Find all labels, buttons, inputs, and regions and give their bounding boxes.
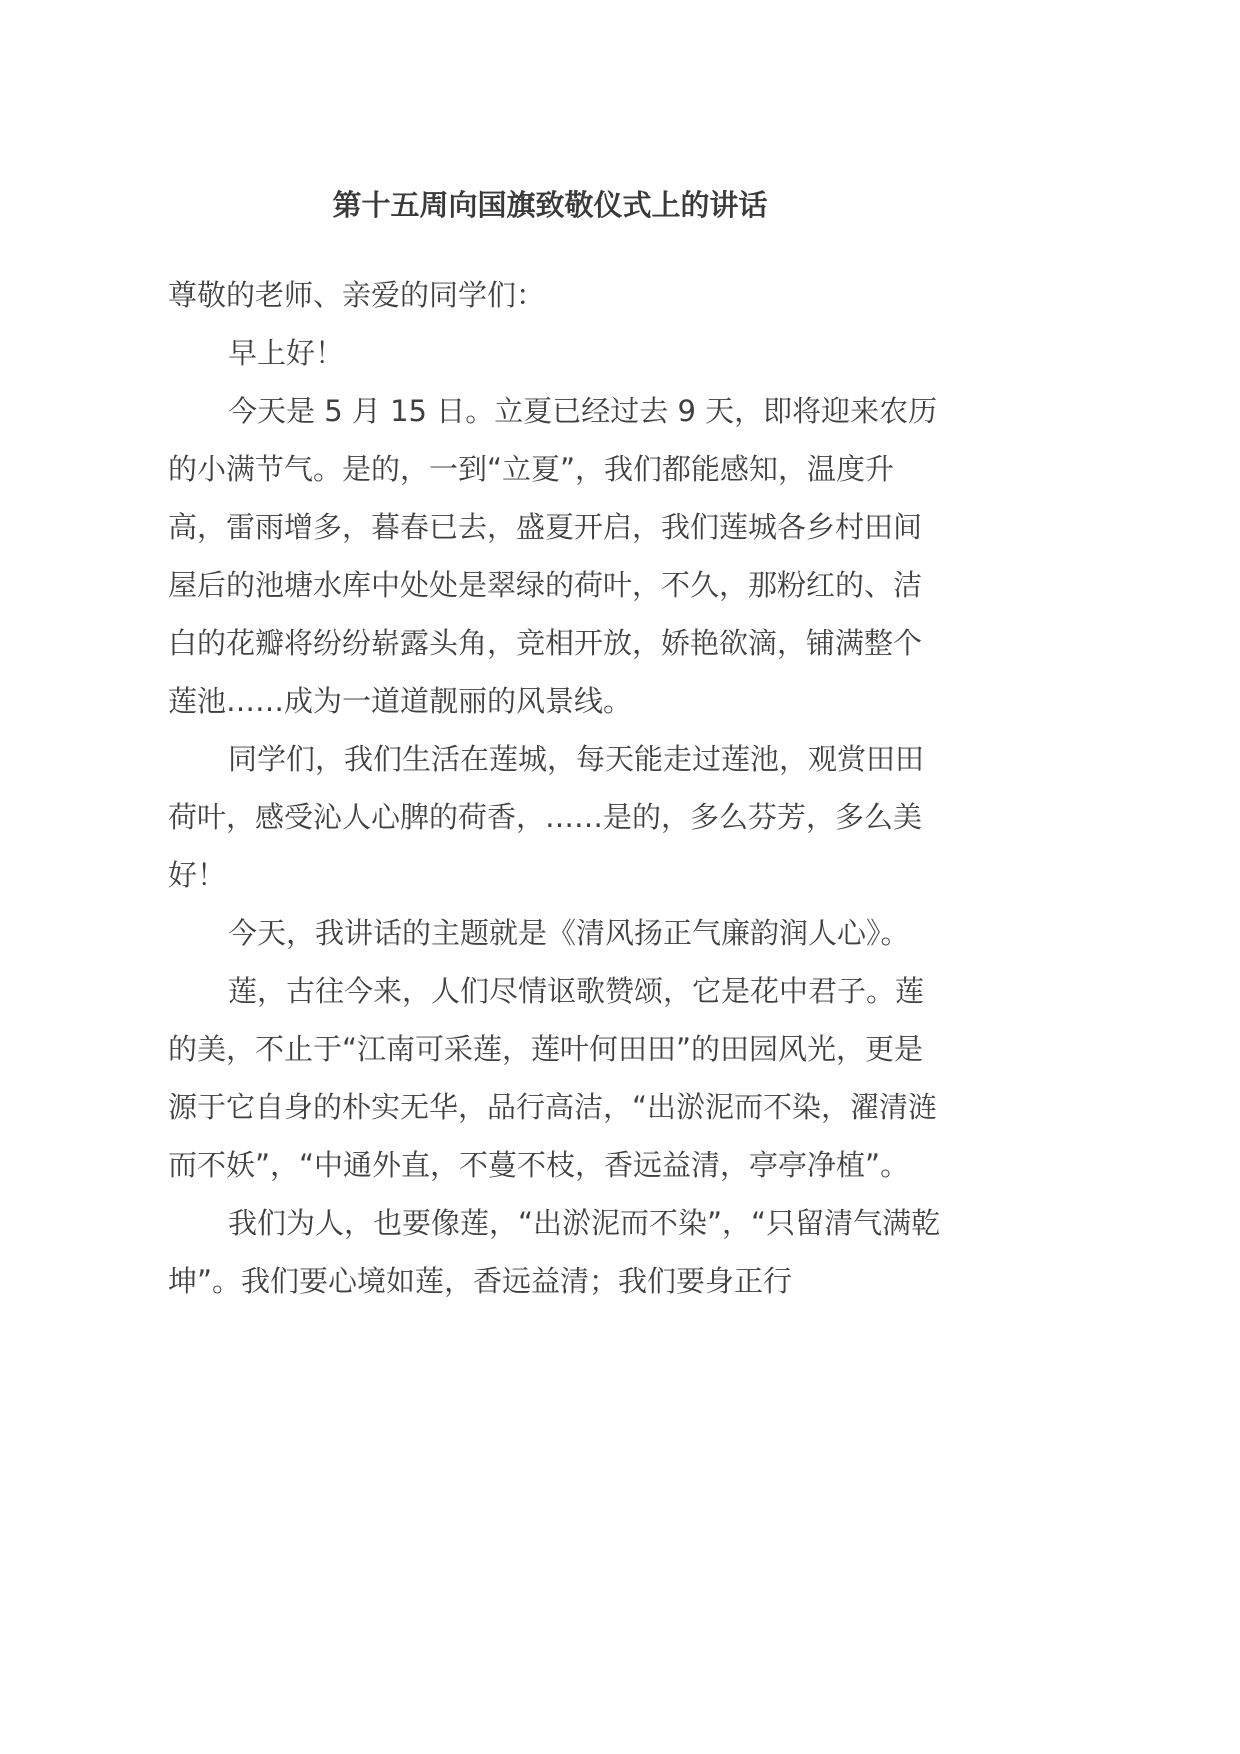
paragraph-lotus-city: 同学们，我们生活在莲城，每天能走过莲池，观赏田田荷叶，感受沁人心脾的荷香，……是的，多么芬芳，多么美好！: [168, 742, 925, 892]
document-body: [168, 266, 948, 1310]
paragraph-be-like-lotus: 我们为人，也要像莲，“出淤泥而不染”，“只留清气满乾坤”。我们要心境如莲，香远益清；我们要身正行: [168, 1206, 941, 1298]
document-title: 第十五周向国旗致敬仪式上的讲话: [332, 188, 768, 222]
salutation: 尊敬的老师、亲爱的同学们：: [168, 278, 546, 312]
paragraph-greeting: 早上好！: [228, 336, 345, 370]
paragraph-theme: 今天，我讲话的主题就是《清风扬正气廉韵润人心》。: [228, 916, 910, 950]
paragraph-season: 今天是 5 月 15 日。立夏已经过去 9 天，即将迎来农历的小满节气。是的，一到“立夏”，我们都能感知，温度升高，雷雨增多，暮春已去，盛夏开启，我们莲城各乡村田间屋后的池塘水库中处处是翠绿的荷叶，不久，那粉红的、洁白的花瓣将纷纷崭露头角，竞相开放，娇艳欲滴，铺满整个莲池……成为一道道靓丽的风景线。: [168, 394, 938, 718]
paragraph-lotus-virtue: 莲，古往今来，人们尽情讴歌赞颂，它是花中君子。莲的美，不止于“江南可采莲，莲叶何田田”的田园风光，更是源于它自身的朴实无华，品行高洁，“出淤泥而不染，濯清涟而不妖”，“中通外直，不蔓不枝，香远益清，亭亭净植”。: [168, 974, 938, 1182]
